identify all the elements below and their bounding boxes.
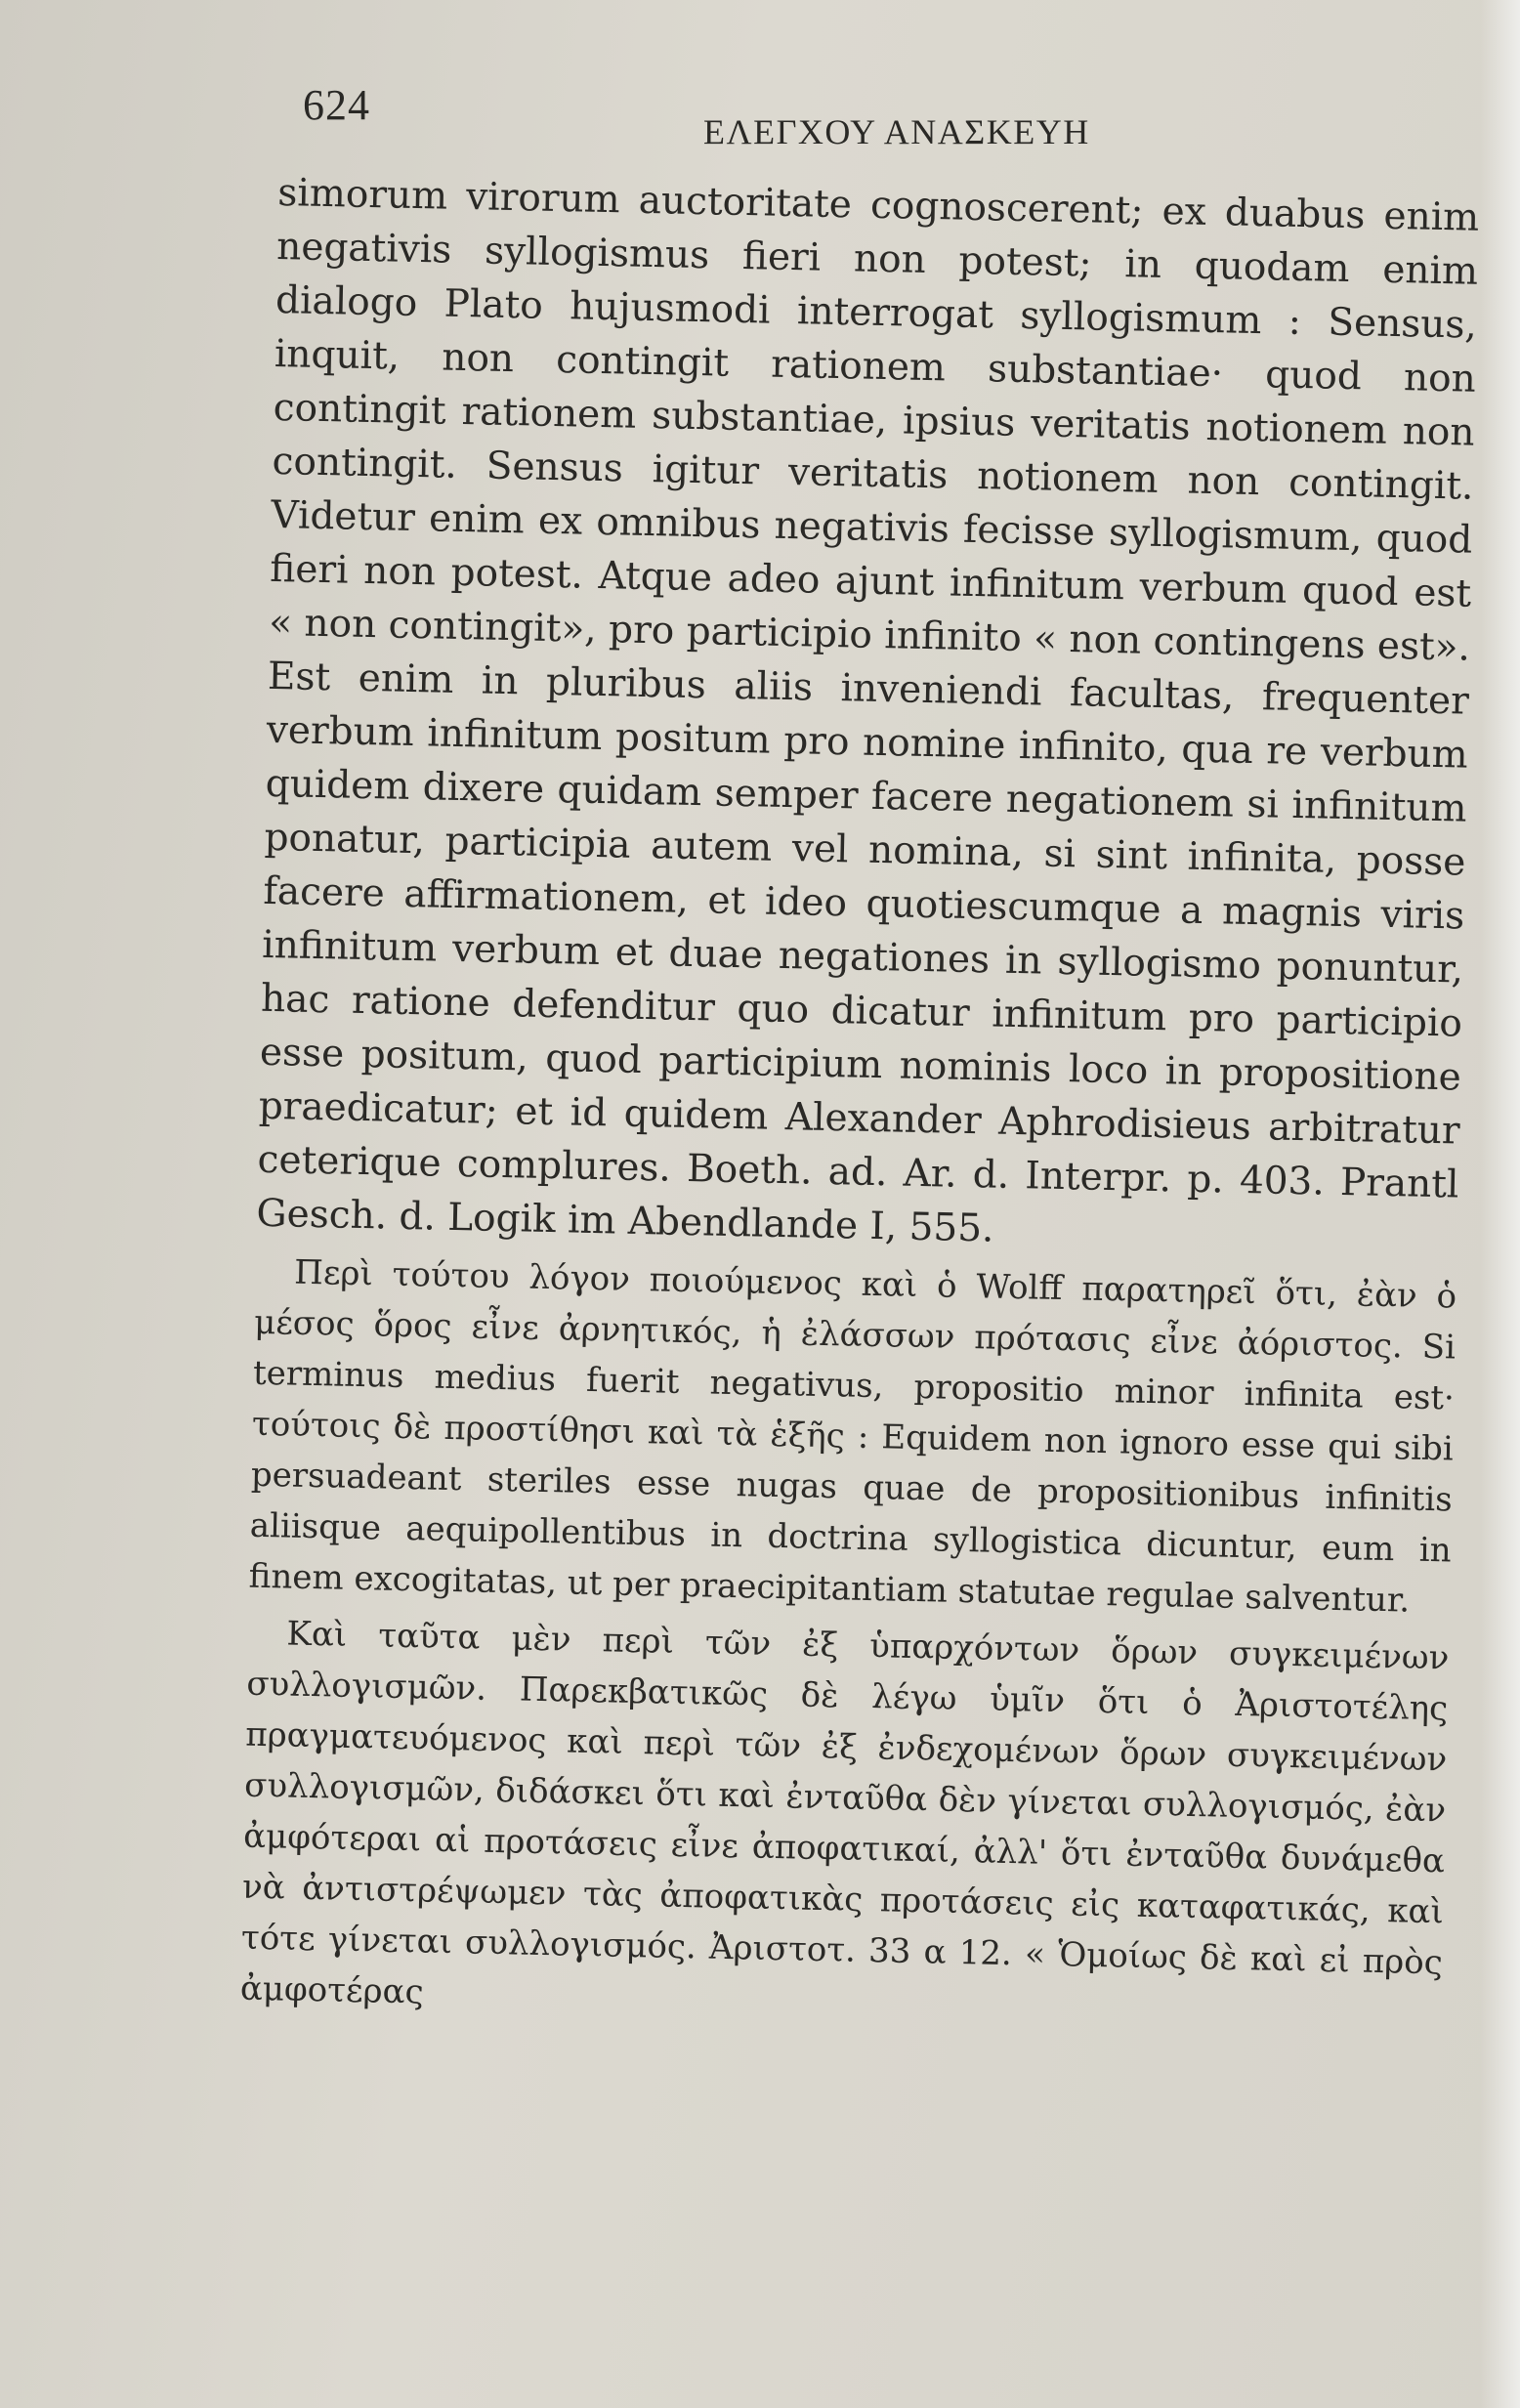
paragraph-aristotle: Καὶ ταῦτα μὲν περὶ τῶν ἐξ ὑπαρχόντων ὅρων συγκειμένων συλλογισμῶν. Παρεκβατικῶς δὲ λέγω ὑμῖν ὅτι ὁ Ἀριστοτέλης πραγματευόμενος καὶ περὶ τῶν ἐξ ἐνδεχομένων ὅρων συγκειμένων συλλογισμῶν, διδάσκει ὅτι καὶ ἐνταῦθα δὲν γίνεται συλλογισμός, ἐὰν ἀμφότεραι αἱ προτάσεις εἶνε ἀποφατικαί, ἀλλ' ὅτι ἐνταῦθα δυνάμεθα νὰ ἀντιστρέψωμεν τὰς ἀποφατικὰς προτάσεις εἰς καταφατικάς, καὶ τότε γίνεται συλλογισμός. Ἀριστοτ. 33 α 12. « Ὁμοίως δὲ καὶ εἰ πρὸς ἀμφοτέρας [239,1614,1450,2012]
page-header [293,68,1465,151]
paragraph-latin-quote: simorum virorum auctoritate cognoscerent; ex duabus enim negativis syllogismus fieri non potest; in quodam enim dialogo Plato hujusmodi interrogat syllogismum : Sensus, inquit, non contingit rationem substantiae· quod non contingit rationem substantiae, ipsius veritatis notionem non contingit. Sensus igitur veritatis notionem non contingit. Videtur enim ex omnibus negativis fecisse syllogismum, quod fieri non potest. Atque adeo ajunt infinitum verbum quod est « non contingit», pro participio infinito « non contingens est». Est enim in pluribus aliis inveniendi facultas, frequenter verbum infinitum positum pro nomine infinito, qua re verbum quidem dixere quidam semper facere negationem si infinitum ponatur, participia autem vel nomina, si sint infinita, posse facere affirmationem, et ideo quotiescumque a magnis viris infinitum verbum et duae negationes in syllogismo ponuntur, hac ratione defenditur quo dicatur infinitum pro participio esse positum, quod participium nominis loco in propositione praedicatur; et id quidem Alexander Aphrodisieus arbitratur ceterique complures. Boeth. ad. Ar. d. Interpr. p. 403. Prantl Gesch. d. Logik im Abendlande I, 555. [256,170,1480,1251]
page-body [239,166,1479,2039]
paragraph-wolff: Περὶ τούτου λόγον ποιούμενος καὶ ὁ Wolff παρατηρεῖ ὅτι, ἐὰν ὁ μέσος ὅρος εἶνε ἀρνητικός, ἡ ἐλάσσων πρότασις εἶνε ἀόριστος. Si terminus medius fuerit negativus, propositio minor infinita est· τούτοις δὲ προστίθησι καὶ τὰ ἑξῆς : Equidem non ignoro esse qui sibi persuadeant steriles esse nugas quae de propositionibus infinitis aliisque aequipollentibus in doctrina syllogistica dicuntur, eum in finem excogitatas, ut per praecipitantiam statutae regulae salventur. [248,1252,1457,1621]
page-number: 624 [303,81,370,129]
running-head: ΕΛΕΓΧΟΥ ΑΝΑΣΚΕΥΗ [703,112,1090,151]
